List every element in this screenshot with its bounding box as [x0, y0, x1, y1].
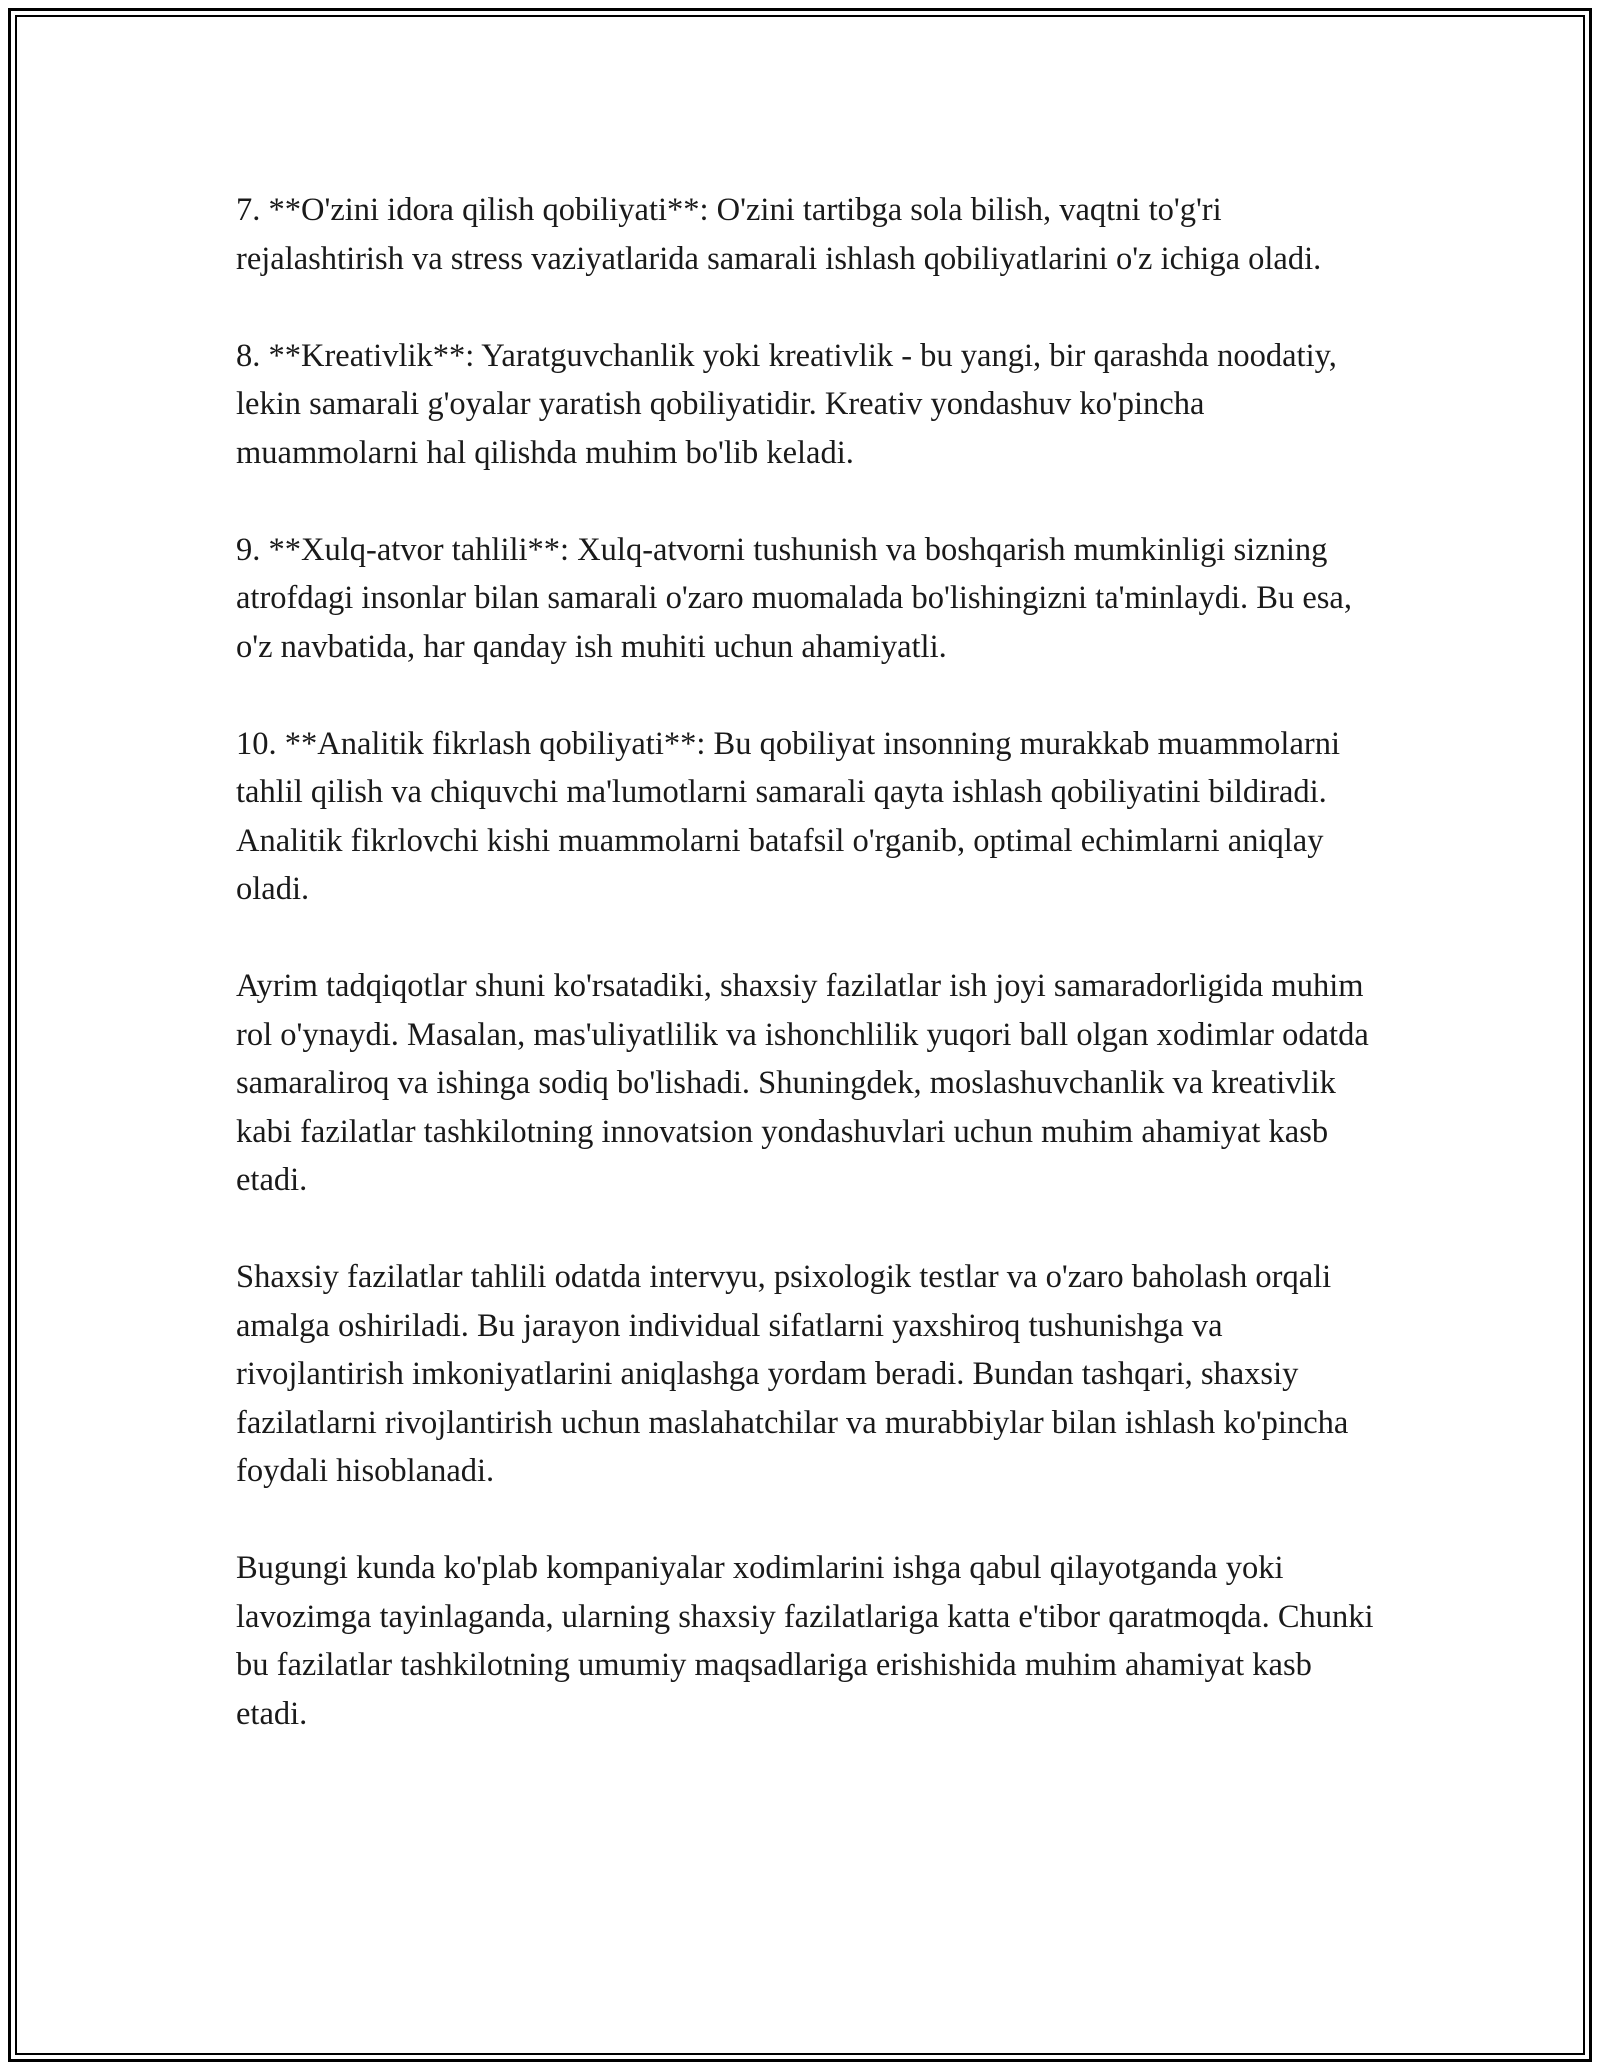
paragraph-creativity: 8. **Kreativlik**: Yaratguvchanlik yoki kreativlik - bu yangi, bir qarashda noodatiy, lekin samarali g'oyalar yaratish qobiliyatidir. Kreativ yondashuv ko'pincha muammolarni hal qilishda muhim bo'lib keladi.	[236, 337, 1337, 471]
paragraph-assessment-methods: Shaxsiy fazilatlar tahlili odatda intervyu, psixologik testlar va o'zaro baholash orqali amalga oshiriladi. Bu jarayon individual sifatlarni yaxshiroq tushunishga va rivojlantirish imkoniyatlarini aniqlashga yordam beradi. Bundan tashqari, shaxsiy fazilatlarni rivojlantirish uchun maslahatchilar va murabbiylar bilan ishlash ko'pincha foydali hisoblanadi.	[236, 1259, 1349, 1489]
paragraph-hiring-practices: Bugungi kunda ko'plab kompaniyalar xodimlarini ishga qabul qilayotganda yoki lavozimga tayinlaganda, ularning shaxsiy fazilatlariga katta e'tibor qaratmoqda. Chunki bu fazilatlar tashkilotning umumiy maqsadlariga erishishida muhim ahamiyat kasb etadi.	[236, 1550, 1374, 1732]
paragraph-behavior-analysis: 9. **Xulq-atvor tahlili**: Xulq-atvorni tushunish va boshqarish mumkinligi sizning atrofdagi insonlar bilan samarali o'zaro muomalada bo'lishingizni ta'minlaydi. Bu esa, o'z navbatida, har qanday ish muhiti uchun ahamiyatli.	[236, 531, 1352, 665]
paragraph-research-findings: Ayrim tadqiqotlar shuni ko'rsatadiki, shaxsiy fazilatlar ish joyi samaradorligida muhim rol o'ynaydi. Masalan, mas'uliyatlilik va ishonchlilik yuqori ball olgan xodimlar odatda samaraliroq va ishinga sodiq bo'lishadi. Shuningdek, moslashuvchanlik va kreativlik kabi fazilatlar tashkilotning innovatsion yondashuvlari uchun muhim ahamiyat kasb etadi.	[236, 968, 1369, 1198]
paragraph-self-management: 7. **O'zini idora qilish qobiliyati**: O'zini tartibga sola bilish, vaqtni to'g'ri rejalashtirish va stress vaziyatlarida samarali ishlash qobiliyatlarini o'z ichiga oladi.	[236, 192, 1322, 277]
document-body	[236, 186, 1386, 1738]
paragraph-analytical-thinking: 10. **Analitik fikrlash qobiliyati**: Bu qobiliyat insonning murakkab muammolarni tahlil qilish va chiquvchi ma'lumotlarni samarali qayta ishlash qobiliyatini bildiradi. Analitik fikrlovchi kishi muammolarni batafsil o'rganib, optimal echimlarni aniqlay oladi.	[236, 725, 1340, 907]
